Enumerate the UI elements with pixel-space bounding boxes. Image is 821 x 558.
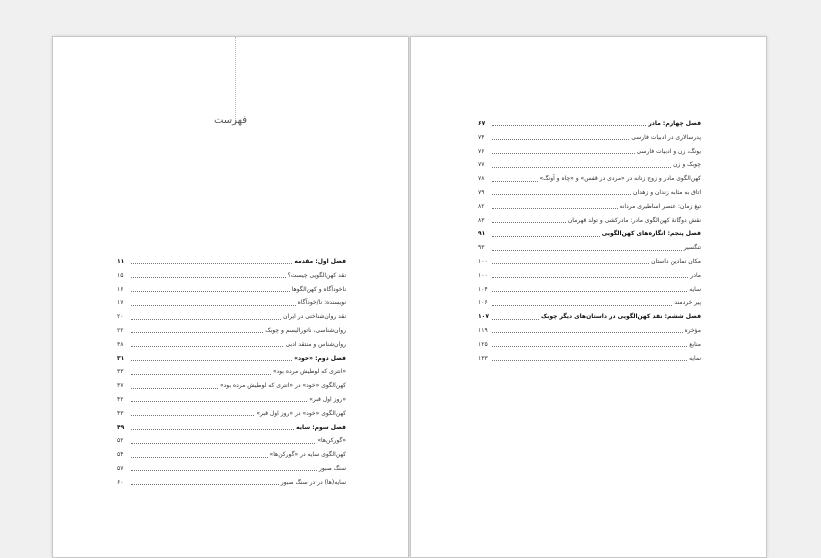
toc-leader-dots (131, 277, 286, 278)
toc-entry-title: «گورکن‌ها» (317, 437, 346, 445)
toc-leader-dots (131, 415, 254, 416)
toc-leader-dots (492, 263, 649, 264)
toc-row (117, 379, 346, 393)
toc-row (478, 255, 701, 269)
toc-chapter-row (478, 310, 701, 324)
toc-leader-dots (492, 222, 566, 223)
toc-chapter-row (117, 352, 346, 366)
toc-entry-title: کهن‌الگوی سایه در «گورکن‌ها» (269, 451, 346, 459)
toc-leader-dots (492, 139, 629, 140)
toc-row (478, 352, 701, 366)
toc-entry-title: چوبک و زن (673, 161, 701, 169)
toc-leader-dots (131, 332, 263, 333)
toc-page-number: ۳۳ (117, 368, 124, 376)
toc-page-number: ۵۷ (117, 464, 124, 472)
toc-entry-title: فصل ششم: نقد کهن‌الگویی در داستان‌های دیگر چوبک (540, 313, 701, 321)
toc-entry-title: ناخودآگاه و کهن‌الگوها (291, 285, 346, 293)
toc-page-number: ۹۱ (478, 230, 486, 238)
toc-row (117, 462, 346, 476)
toc-leader-dots (492, 167, 671, 168)
toc-leader-dots (492, 125, 646, 126)
toc-row (117, 393, 346, 407)
toc-entry-title: پدرسالاری در ادبیات فارسی (631, 133, 701, 141)
toc-page-number: ۷۸ (478, 175, 485, 183)
toc-page-number: ۱۰۰ (478, 257, 488, 265)
toc-row (117, 296, 346, 310)
toc-row (478, 186, 701, 200)
toc-row (478, 296, 701, 310)
toc-entry-title: مادر (690, 271, 701, 279)
toc-entry-title: «انتری که لوطیش مرده بود» (272, 368, 346, 376)
toc-leader-dots (492, 277, 688, 278)
toc-row (478, 214, 701, 228)
toc-entry-title: «روز اول قبر» (309, 395, 346, 403)
toc-page-number: ۱۰۶ (478, 299, 488, 307)
toc-page-number: ۴۳ (117, 409, 124, 417)
toc-title: فهرست (213, 115, 248, 126)
toc-entry-title: نقش دوگانهٔ کهن‌الگوی مادر: مادرکشی و تولد قهرمان (567, 216, 701, 224)
toc-page-number: ۷۶ (478, 147, 485, 155)
toc-leader-dots (131, 429, 294, 430)
top-divider-line (235, 37, 236, 125)
toc-entry-title: فصل چهارم: مادر (648, 120, 701, 127)
toc-leader-dots (492, 236, 600, 237)
toc-page-number: ۳۷ (117, 382, 124, 390)
toc-page-number: ۱۳۳ (478, 354, 488, 362)
toc-page-number: ۱۲۵ (478, 340, 488, 348)
toc-page-number: ۸۲ (478, 202, 485, 210)
toc-row (478, 131, 701, 145)
toc-row (478, 145, 701, 159)
toc-page-number: ۱۵ (117, 271, 124, 279)
toc-entry-title: سایه(ها) در در سنگ صبور (280, 478, 346, 486)
toc-leader-dots (492, 360, 687, 361)
toc-page-number: ۷۴ (478, 133, 485, 141)
toc-page-number: ۵۴ (117, 451, 124, 459)
toc-leader-dots (492, 305, 672, 306)
toc-entry-title: اتاق به مثابه زندان و زهدان (633, 188, 701, 196)
toc-page-number: ۱۷ (117, 299, 124, 307)
toc-entry-title: فصل سوم: سایه (296, 423, 346, 431)
toc-entry-title: تنگسیر (683, 244, 701, 252)
toc-row (117, 269, 346, 283)
toc-leader-dots (492, 346, 687, 347)
toc-leader-dots (131, 263, 292, 264)
toc-leader-dots (131, 374, 271, 375)
toc-entry-title: سنگ صبور (318, 464, 346, 472)
toc-page-number: ۳۸ (117, 340, 124, 348)
toc-chapter-row (478, 117, 701, 131)
toc-entry-title: روان‌شناس و منتقد ادبی (285, 340, 346, 348)
toc-page-number: ۶۰ (117, 478, 124, 486)
toc-page-number: ۷۹ (478, 188, 485, 196)
toc-leader-dots (131, 388, 218, 389)
toc-page-number: ۸۳ (478, 216, 485, 224)
toc-entry-title: سایه (689, 285, 701, 293)
toc-row (478, 324, 701, 338)
toc-entry-title: فصل پنجم: انگاره‌های کهن‌الگویی (601, 230, 701, 238)
toc-row (117, 283, 346, 297)
toc-leader-dots (492, 291, 687, 292)
toc-list-right (478, 117, 701, 365)
toc-chapter-row (117, 421, 346, 435)
toc-leader-dots (492, 194, 631, 195)
toc-chapter-row (478, 227, 701, 241)
toc-page-number: ۶۷ (478, 120, 486, 127)
toc-row (478, 269, 701, 283)
toc-leader-dots (131, 319, 281, 320)
toc-row (117, 338, 346, 352)
toc-page-number: ۴۹ (117, 423, 125, 431)
toc-entry-title: پیر خردمند (674, 299, 701, 307)
toc-entry-title: فصل اول: مقدمه (294, 258, 346, 265)
toc-row (478, 283, 701, 297)
toc-entry-title: مؤخره (684, 326, 701, 334)
toc-leader-dots (131, 484, 279, 485)
toc-page-number: ۹۳ (478, 244, 485, 252)
toc-page-number: ۲۲ (117, 326, 124, 334)
toc-leader-dots (131, 443, 315, 444)
toc-row (478, 338, 701, 352)
toc-entry-title: نمایه (689, 354, 701, 362)
toc-entry-title: نقد کهن‌الگویی چیست؟ (287, 271, 346, 279)
toc-chapter-row (117, 255, 346, 269)
toc-leader-dots (131, 346, 283, 347)
toc-leader-dots (492, 332, 683, 333)
toc-row (117, 324, 346, 338)
toc-row (117, 476, 346, 490)
toc-leader-dots (131, 470, 317, 471)
toc-page-number: ۱۰۰ (478, 271, 488, 279)
toc-row (117, 310, 346, 324)
toc-page-number: ۱۰۷ (478, 313, 489, 321)
toc-row (478, 200, 701, 214)
toc-row (117, 365, 346, 379)
toc-page-number: ۵۲ (117, 437, 124, 445)
toc-entry-title: کهن‌الگوی «خود» در «روز اول قبر» (256, 409, 346, 417)
toc-leader-dots (492, 250, 682, 251)
toc-entry-title: نقد روان‌شناختی در ایران (283, 313, 346, 321)
toc-leader-dots (131, 401, 307, 402)
toc-leader-dots (492, 208, 618, 209)
toc-page-number: ۱۰۴ (478, 285, 488, 293)
toc-row (478, 172, 701, 186)
toc-entry-title: تیغ زمان: عنصر اساطیری مردانه (619, 202, 701, 210)
toc-page-number: ۱۶ (117, 285, 124, 293)
toc-entry-title: یونگ، زن و ادبیات فارسی (636, 147, 701, 155)
toc-row (117, 448, 346, 462)
toc-entry-title: کهن‌الگوی «خود» در «انتری که لوطیش مرده بود» (219, 382, 346, 390)
toc-row (478, 241, 701, 255)
toc-entry-title: مکان نمادین داستان (651, 257, 701, 265)
toc-leader-dots (131, 291, 290, 292)
right-page (410, 36, 767, 558)
toc-page-number: ۲۰ (117, 313, 124, 321)
toc-row (117, 434, 346, 448)
toc-page-number: ۷۷ (478, 161, 485, 169)
toc-row (478, 158, 701, 172)
toc-page-number: ۴۲ (117, 395, 124, 403)
toc-row (117, 407, 346, 421)
toc-leader-dots (492, 153, 635, 154)
toc-page-number: ۳۱ (117, 354, 125, 362)
left-page (52, 36, 409, 558)
toc-leader-dots (131, 360, 292, 361)
toc-entry-title: نویسنده: نا/خودآگاه (297, 299, 346, 307)
toc-entry-title: فصل دوم: «خود» (294, 354, 346, 362)
toc-page-number: ۱۱۹ (478, 326, 488, 334)
toc-leader-dots (131, 305, 296, 306)
toc-list-left (117, 255, 346, 490)
toc-leader-dots (492, 319, 539, 320)
toc-entry-title: کهن‌الگوی مادر و زوج زنانه در «مردی در قفس» و «چاه و آونگ» (539, 175, 701, 183)
toc-leader-dots (492, 181, 538, 182)
toc-entry-title: روان‌شناسی، ناتورالیسم و چوبک (265, 326, 346, 334)
toc-entry-title: منابع (689, 340, 701, 348)
toc-leader-dots (131, 457, 268, 458)
toc-page-number: ۱۱ (117, 258, 125, 265)
